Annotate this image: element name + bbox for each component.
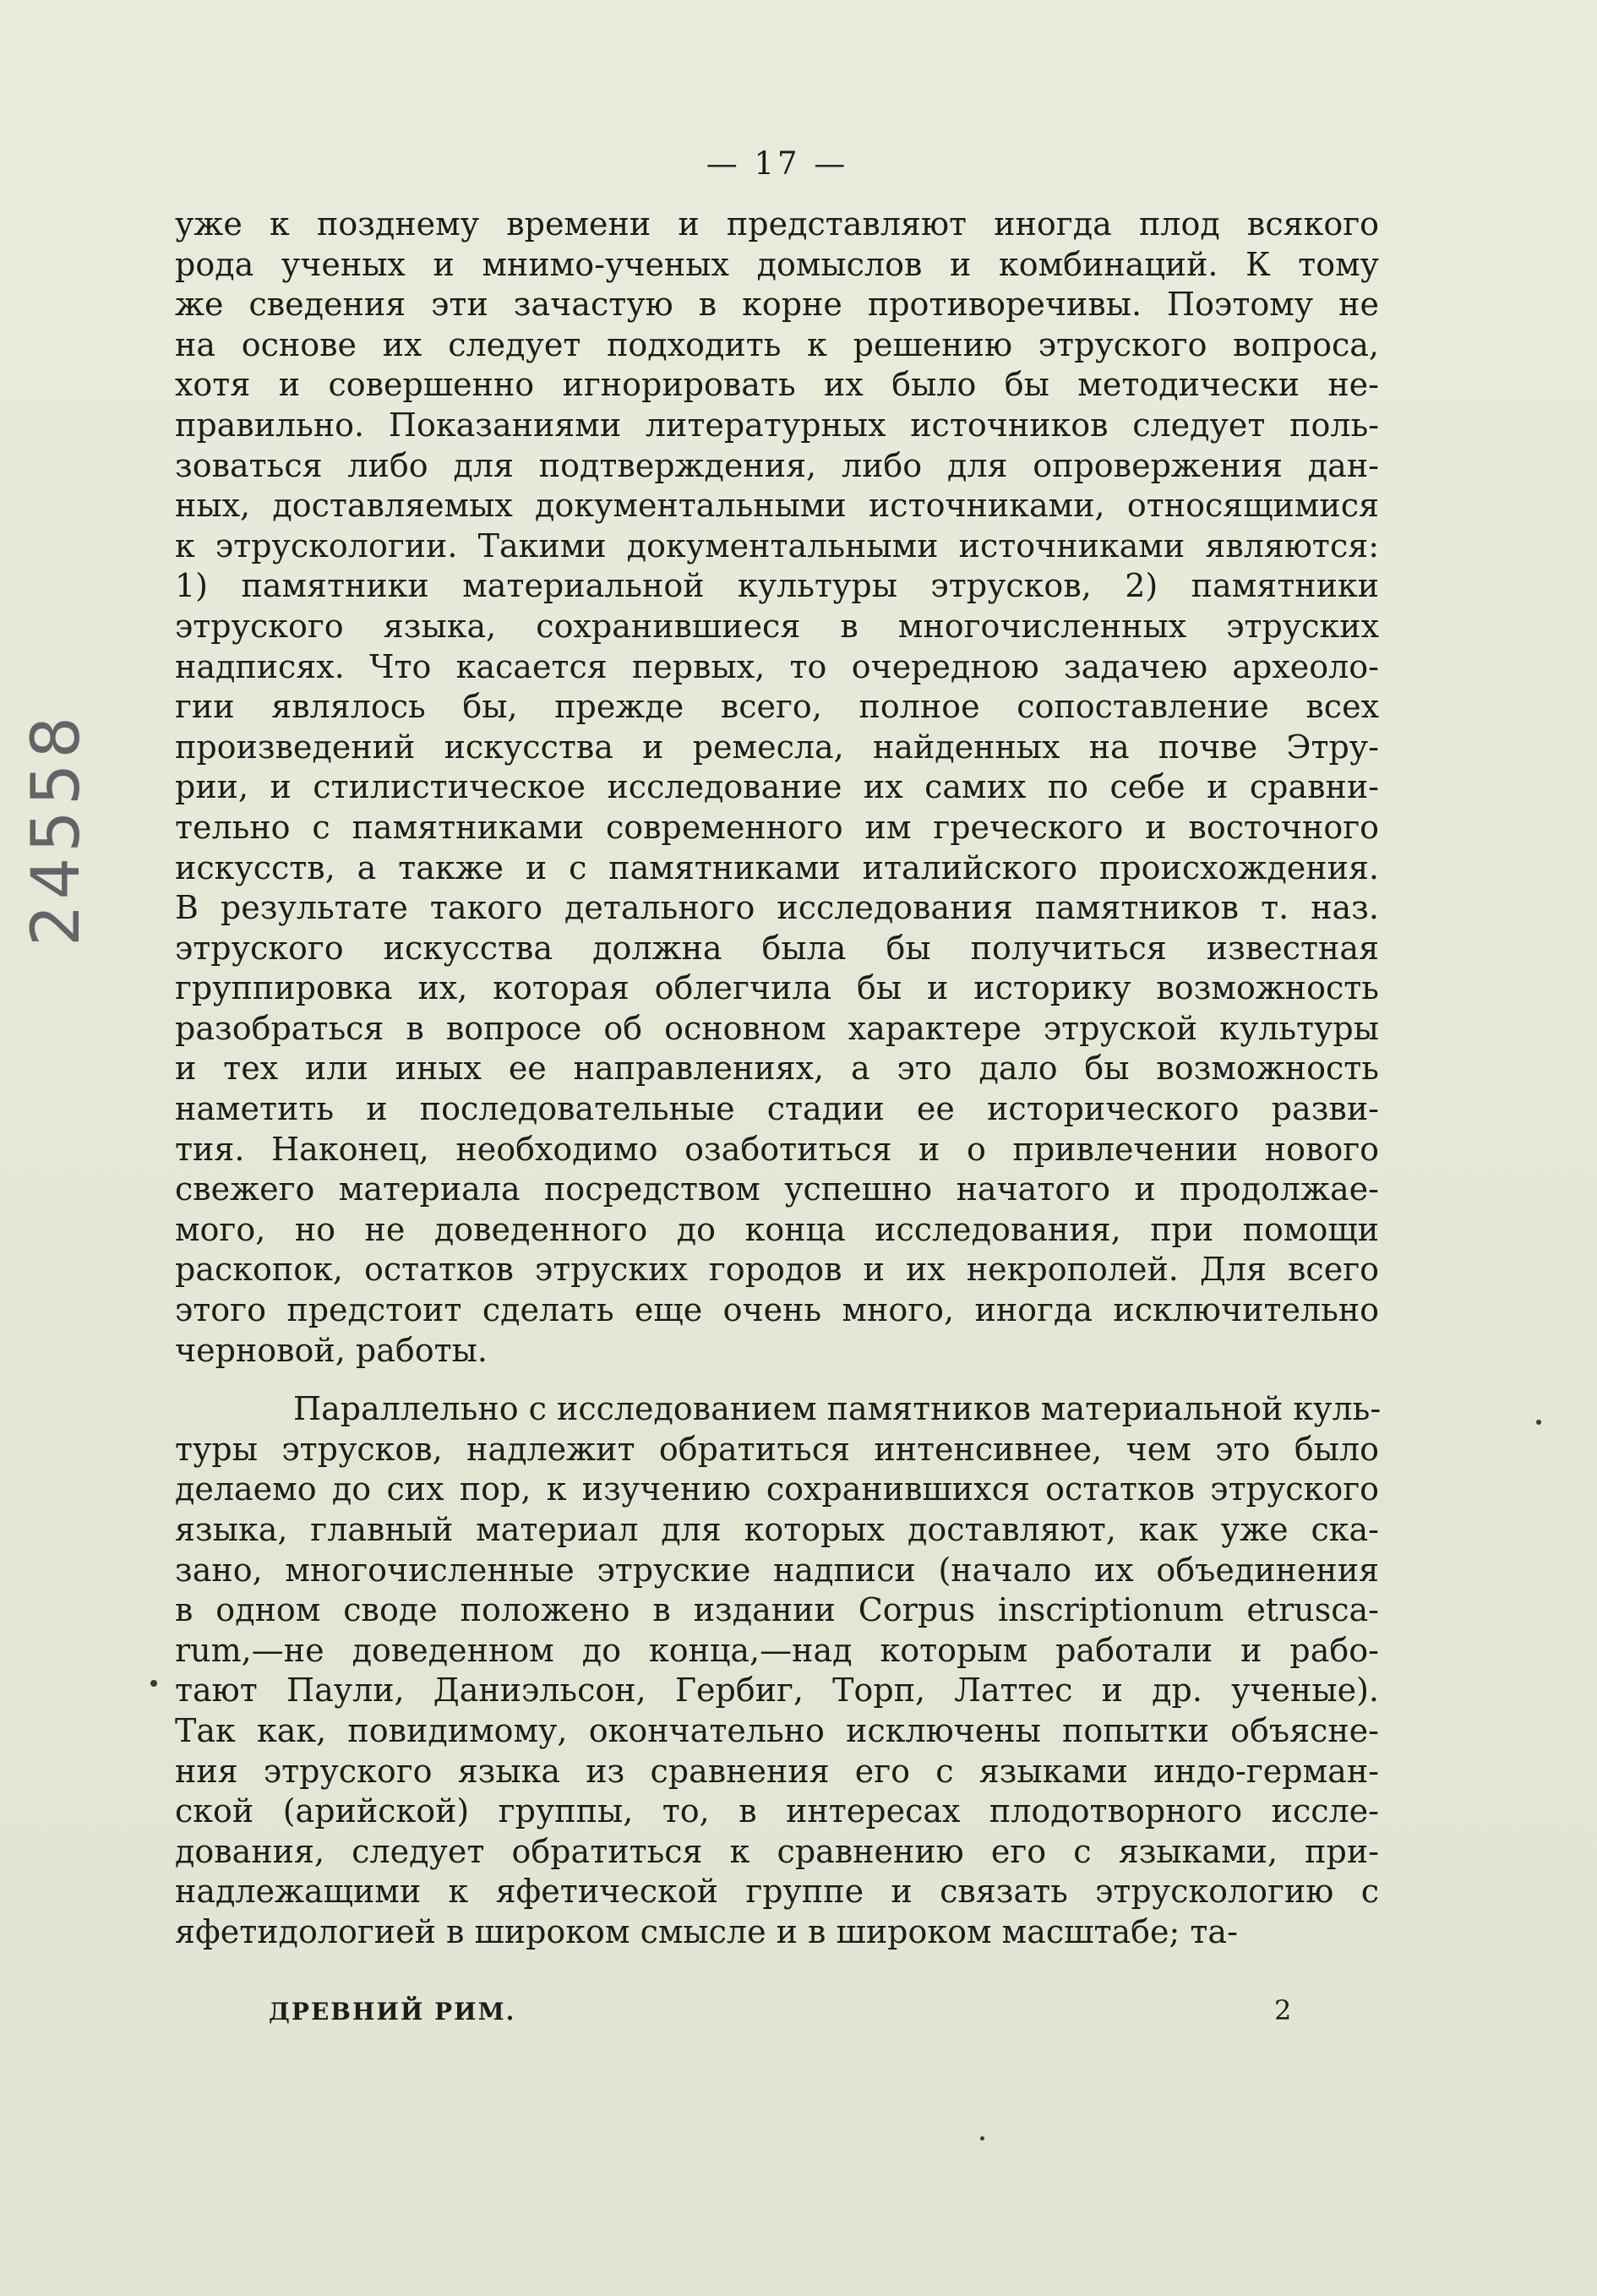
text-line: тельно с памятниками современного им греческого и восточного <box>175 808 1379 846</box>
paragraph-2 <box>175 1389 1382 1952</box>
ink-speck <box>1536 1420 1541 1425</box>
text-line: произведений искусства и ремесла, найденных на почве Этру- <box>175 728 1379 766</box>
text-line: этого предстоит сделать еще очень много, иногда исключительно <box>175 1291 1379 1329</box>
text-line: дования, следует обратиться к сравнению его с языками, при- <box>175 1832 1379 1870</box>
text-line: и тех или иных ее направлениях, а это дало бы возможность <box>175 1050 1379 1088</box>
text-line: туры этрусков, надлежит обратиться интенсивнее, чем это было <box>175 1430 1379 1468</box>
text-line: языка, главный материал для которых доставляют, как уже ска- <box>175 1511 1379 1548</box>
text-line: делаемо до сих пор, к изучению сохранившихся остатков этруского <box>175 1470 1379 1508</box>
text-line: Параллельно с исследованием памятников материальной куль- <box>293 1390 1382 1428</box>
text-line: хотя и совершенно игнорировать их было бы методически не- <box>175 366 1379 404</box>
text-line: уже к позднему времени и представляют иногда плод всякого <box>175 205 1379 243</box>
ink-speck <box>150 1680 157 1687</box>
ink-speck <box>980 2136 984 2141</box>
paragraph-1 <box>175 205 1379 1371</box>
text-line: в одном своде положено в издании Corpus inscriptionum etrusca- <box>175 1591 1379 1629</box>
text-line: Так как, повидимому, окончательно исключены попытки объясне- <box>175 1711 1379 1749</box>
text-line: зоваться либо для подтверждения, либо для опровержения дан- <box>175 446 1379 484</box>
text-line: надлежащими к яфетической группе и связать этрускологию с <box>175 1873 1379 1911</box>
text-line: тия. Наконец, необходимо озаботиться и о привлечении нового <box>175 1130 1379 1168</box>
text-line: рии, и стилистическое исследование их самих по себе и сравни- <box>175 768 1379 806</box>
text-line: свежего материала посредством успешно начатого и продолжае- <box>175 1170 1379 1208</box>
page-number: — 17 — <box>706 145 849 182</box>
text-line: 1) памятники материальной культуры этрусков, 2) памятники <box>175 567 1379 605</box>
text-line: к этрускологии. Такими документальными источниками являются: <box>175 526 1379 564</box>
text-line: В результате такого детального исследования памятников т. наз. <box>175 889 1379 927</box>
text-line: искусств, а также и с памятниками италийского происхождения. <box>175 848 1379 886</box>
text-line: рода ученых и мнимо-ученых домыслов и комбинаций. К тому <box>175 245 1379 283</box>
text-line: мого, но не доведенного до конца исследования, при помощи <box>175 1210 1379 1248</box>
handwritten-inventory-number: 24558 <box>19 711 95 946</box>
text-line: гии являлось бы, прежде всего, полное сопоставление всех <box>175 688 1379 726</box>
text-line: наметить и последовательные стадии ее исторического разви- <box>175 1090 1379 1128</box>
text-line: тают Паули, Даниэльсон, Гербиг, Торп, Латтес и др. ученые). <box>175 1672 1379 1710</box>
paragraph-gap <box>175 1371 1379 1389</box>
text-line: этруского языка, сохранившиеся в многочисленных этруских <box>175 607 1379 645</box>
sheet-number: 2 <box>1274 1994 1292 2026</box>
text-line: зано, многочисленные этруские надписи (начало их объединения <box>175 1551 1379 1589</box>
text-line: яфетидологией в широком смысле и в широком масштабе; та- <box>175 1912 1238 1950</box>
text-line: ных, доставляемых документальными источниками, относящимися <box>175 487 1379 525</box>
text-line: надписях. Что касается первых, то очередною задачею археоло- <box>175 647 1379 685</box>
text-line: группировка их, которая облегчила бы и историку возможность <box>175 969 1379 1007</box>
text-line: же сведения эти зачастую в корне противоречивы. Поэтому не <box>175 286 1379 324</box>
text-line: ния этруского языка из сравнения его с языками индо-герман- <box>175 1752 1379 1790</box>
body-text <box>175 205 1382 1953</box>
text-line: этруского искусства должна была бы получиться известная <box>175 929 1379 967</box>
text-line: на основе их следует подходить к решению этруского вопроса, <box>175 325 1379 363</box>
text-line: разобраться в вопросе об основном характере этруской культуры <box>175 1009 1379 1047</box>
signature-mark: ДРЕВНИЙ РИМ. <box>269 1998 516 2026</box>
text-line: черновой, работы. <box>175 1331 488 1369</box>
text-line: раскопок, остатков этруских городов и их некрополей. Для всего <box>175 1251 1379 1289</box>
text-line: rum,—не доведенном до конца,—над которым работали и рабо- <box>175 1631 1379 1669</box>
text-line: правильно. Показаниями литературных источников следует поль- <box>175 406 1379 444</box>
text-line: ской (арийской) группы, то, в интересах плодотворного иссле- <box>175 1792 1379 1830</box>
